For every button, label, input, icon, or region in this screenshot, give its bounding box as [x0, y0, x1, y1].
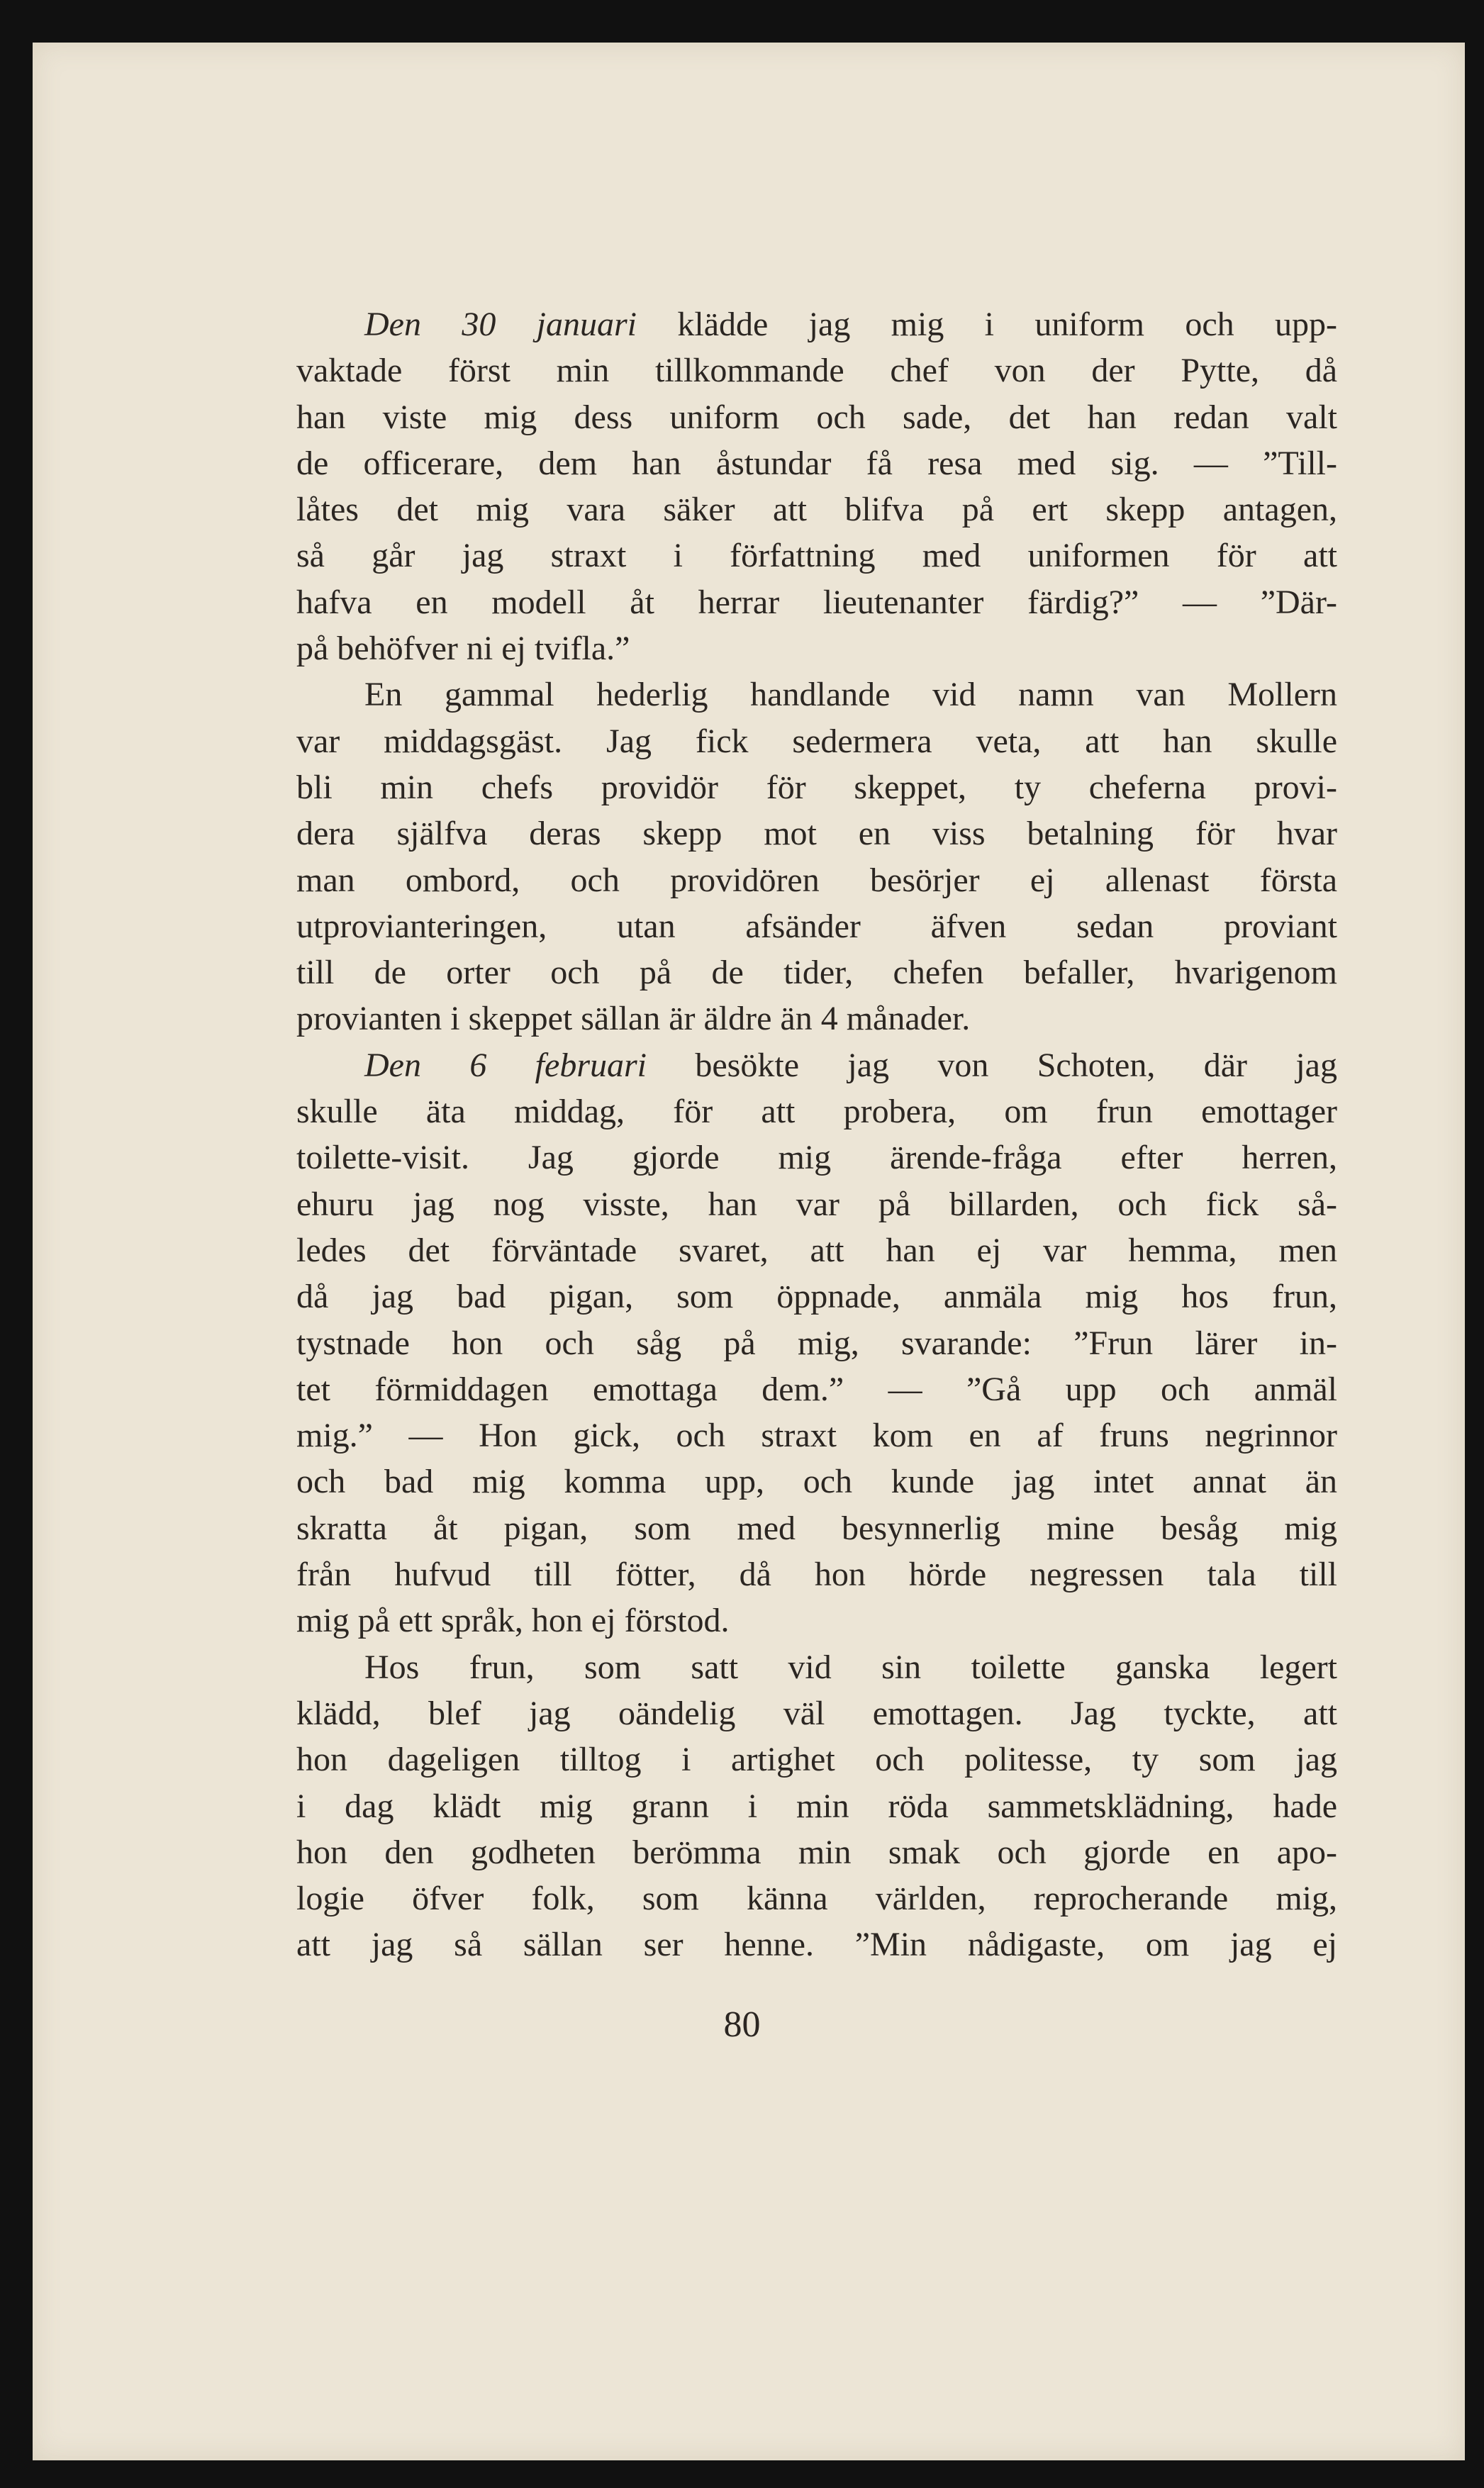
text-line: att jag så sällan ser henne. ”Min nådigaste, om jag ej	[296, 1926, 1337, 1964]
text-line: skratta åt pigan, som med besynnerlig mine besåg mig	[296, 1509, 1337, 1547]
text-line: provianten i skeppet sällan är äldre än 4 månader.	[296, 1000, 971, 1038]
text-line: klädd, blef jag oändelig väl emottagen. Jag tyckte, att	[296, 1694, 1337, 1732]
body-text	[296, 301, 1337, 1968]
text-line: mig.” — Hon gick, och straxt kom en af fruns negrinnor	[296, 1417, 1337, 1455]
text-line: till de orter och på de tider, chefen befaller, hvarigenom	[296, 954, 1337, 992]
text-line: mig på ett språk, hon ej förstod.	[296, 1602, 730, 1640]
text-line: hon dageligen tilltog i artighet och politesse, ty som jag	[296, 1741, 1337, 1779]
text-line: var middagsgäst. Jag fick sedermera veta, att han skulle	[296, 722, 1337, 760]
text-line: han viste mig dess uniform och sade, det han redan valt	[296, 398, 1337, 436]
text-line: från hufvud till fötter, då hon hörde negressen tala till	[296, 1556, 1337, 1594]
text-line: i dag klädt mig grann i min röda sammetsklädning, hade	[296, 1787, 1337, 1825]
text-line: bli min chefs providör för skeppet, ty cheferna provi-	[296, 768, 1337, 806]
page-number: 80	[723, 2004, 761, 2045]
text-line: då jag bad pigan, som öppnade, anmäla mig hos frun,	[296, 1278, 1337, 1316]
text-line: på behöfver ni ej tvifla.”	[296, 630, 630, 668]
text-line: utprovianteringen, utan afsänder äfven sedan proviant	[296, 907, 1337, 945]
text-line: ledes det förväntade svaret, att han ej var hemma, men	[296, 1231, 1337, 1269]
text-line: ehuru jag nog visste, han var på billarden, och fick så-	[296, 1185, 1337, 1223]
text-line: och bad mig komma upp, och kunde jag intet annat än	[296, 1463, 1337, 1501]
text-line: man ombord, och providören besörjer ej allenast första	[296, 861, 1337, 899]
text-line: vaktade först min tillkommande chef von der Pytte, då	[296, 352, 1337, 390]
text-line: Den 30 januari klädde jag mig i uniform och upp-	[364, 306, 1337, 343]
text-line: så går jag straxt i författning med uniformen för att	[296, 537, 1337, 575]
text-line: En gammal hederlig handlande vid namn van Mollern	[364, 676, 1337, 714]
text-line: Hos frun, som satt vid sin toilette ganska legert	[364, 1648, 1337, 1686]
text-line: skulle äta middag, för att probera, om frun emottager	[296, 1093, 1337, 1131]
text-line: tet förmiddagen emottaga dem.” — ”Gå upp och anmäl	[296, 1370, 1337, 1408]
text-line: låtes det mig vara säker att blifva på ert skepp antagen,	[296, 491, 1337, 529]
text-line: toilette-visit. Jag gjorde mig ärende-fråga efter herren,	[296, 1139, 1337, 1177]
text-line: hon den godheten berömma min smak och gjorde en apo-	[296, 1833, 1337, 1871]
text-line: logie öfver folk, som känna världen, reprocherande mig,	[296, 1880, 1337, 1918]
text-line: tystnade hon och såg på mig, svarande: ”Frun lärer in-	[296, 1324, 1337, 1362]
text-line: de officerare, dem han åstundar få resa med sig. — ”Till-	[296, 444, 1337, 482]
text-line: dera själfva deras skepp mot en viss betalning för hvar	[296, 815, 1337, 853]
text-line: Den 6 februari besökte jag von Schoten, där jag	[364, 1046, 1337, 1084]
text-line: hafva en modell åt herrar lieutenanter färdig?” — ”Där-	[296, 583, 1337, 621]
